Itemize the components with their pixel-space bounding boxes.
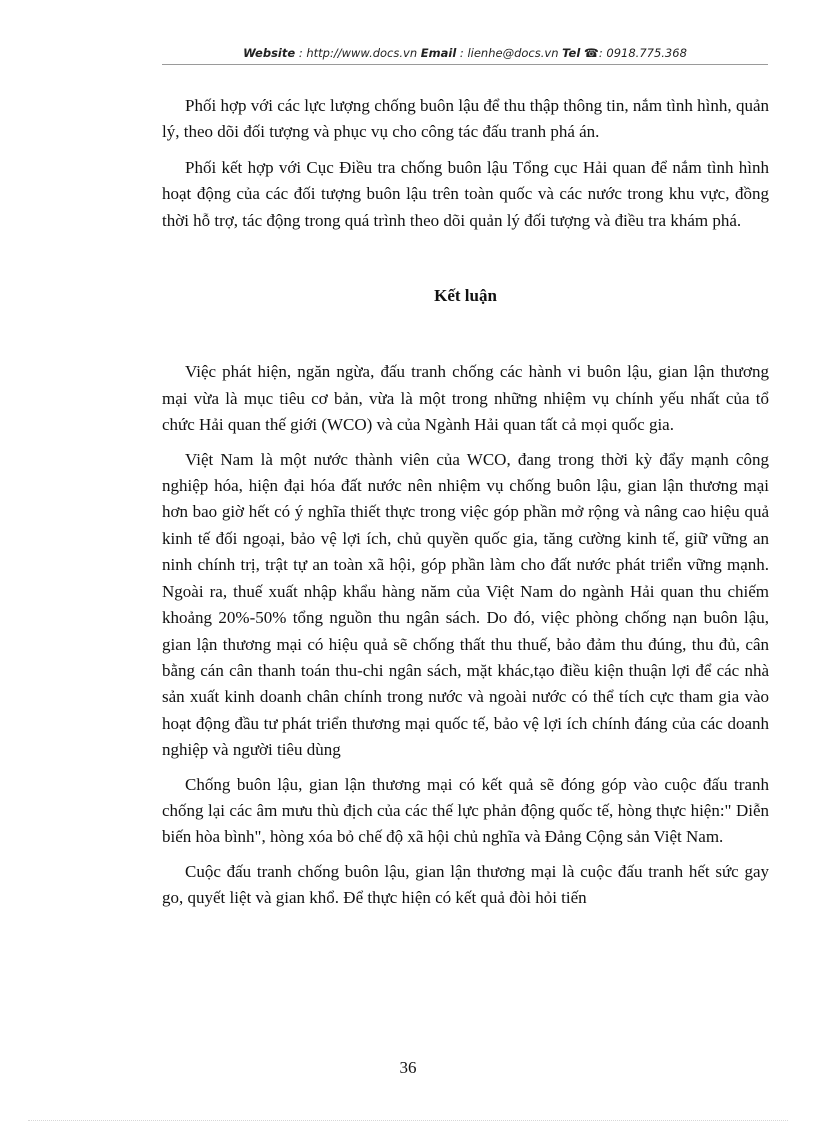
- website-separator: :: [295, 46, 307, 60]
- page-bottom-divider: [28, 1120, 788, 1121]
- phone-icon: ☎: [583, 46, 599, 60]
- tel-label: Tel: [562, 46, 581, 60]
- paragraph: Phối hợp với các lực lượng chống buôn lậu để thu thập thông tin, nắm tình hình, quản lý, theo dõi đối tượng và phục vụ cho công tác đấu tranh phá án.: [162, 96, 769, 142]
- website-label: Website: [243, 46, 296, 60]
- tel-value: : 0918.775.368: [598, 46, 687, 60]
- paragraph: Cuộc đấu tranh chống buôn lậu, gian lận thương mại là cuộc đấu tranh hết sức gay go, quyết liệt và gian khổ. Để thực hiện có kết quả đòi hỏi tiến: [162, 861, 769, 908]
- paragraph: Việt Nam là một nước thành viên của WCO, đang trong thời kỳ đẩy mạnh công nghiệp hóa, hiện đại hóa đất nước nên nhiệm vụ chống buôn lậu, gian lận thương mại hơn bao giờ hết có ý nghĩa thiết thực trong việc góp phần mở rộng và nâng cao hiệu quả kinh tế đối ngoại, bảo vệ lợi ích, chủ quyền quốc gia, tăng cường kinh tế, giữ vững an ninh chính trị, trật tự an toàn xã hội, góp phần làm cho đất nước phát triển vững mạnh. Ngoài ra, thuế xuất nhập khẩu hàng năm của Việt Nam do ngành Hải quan thu chiếm khoảng 20%-50% tổng nguồn thu ngân sách. Do đó, việc phòng chống nạn buôn lậu, gian lận thương mại có hiệu quả sẽ chống thất thu thuế, bảo đảm thu đúng, thu đủ, cân bằng cán cân thanh toán thu-chi ngân sách, mặt khác,tạo điều kiện thuận lợi để các nhà sản xuất kinh doanh chân chính trong nước và ngoài nước có thể tích cực tham gia vào hoạt động đầu tư phát triển thương mại quốc tế, bảo vệ lợi ích chính đáng của các doanh nghiệp và người tiêu dùng: [162, 449, 769, 760]
- section-title: Kết luận: [434, 286, 497, 306]
- email-label: Email: [420, 46, 457, 60]
- website-link[interactable]: http://www.docs.vn: [306, 46, 418, 60]
- paragraph: Việc phát hiện, ngăn ngừa, đấu tranh chống các hành vi buôn lậu, gian lận thương mại vừa là mục tiêu cơ bản, vừa là một trong những nhiệm vụ chính yếu nhất của tổ chức Hải quan thế giới (WCO) và của Ngành Hải quan tất cả mọi quốc gia.: [162, 362, 769, 435]
- page-header: [162, 46, 768, 65]
- page-number: 36: [399, 1058, 417, 1077]
- paragraph: Chống buôn lậu, gian lận thương mại có kết quả sẽ đóng góp vào cuộc đấu tranh chống lại các âm mưu thù địch của các thế lực phản động quốc tế, hòng thực hiện:" Diễn biến hòa bình", hòng xóa bỏ chế độ xã hội chủ nghĩa và Đảng Cộng sản Việt Nam.: [162, 774, 769, 847]
- email-separator: :: [456, 46, 468, 60]
- email-link[interactable]: lienhe@docs.vn: [467, 46, 559, 60]
- document-body: [162, 93, 769, 920]
- paragraph: Phối kết hợp với Cục Điều tra chống buôn lậu Tổng cục Hải quan để nắm tình hình hoạt động của các đối tượng buôn lậu trên toàn quốc và các nước trong khu vực, đồng thời hỗ trợ, tác động trong quá trình theo dõi quản lý đối tượng và điều tra khám phá.: [162, 157, 769, 230]
